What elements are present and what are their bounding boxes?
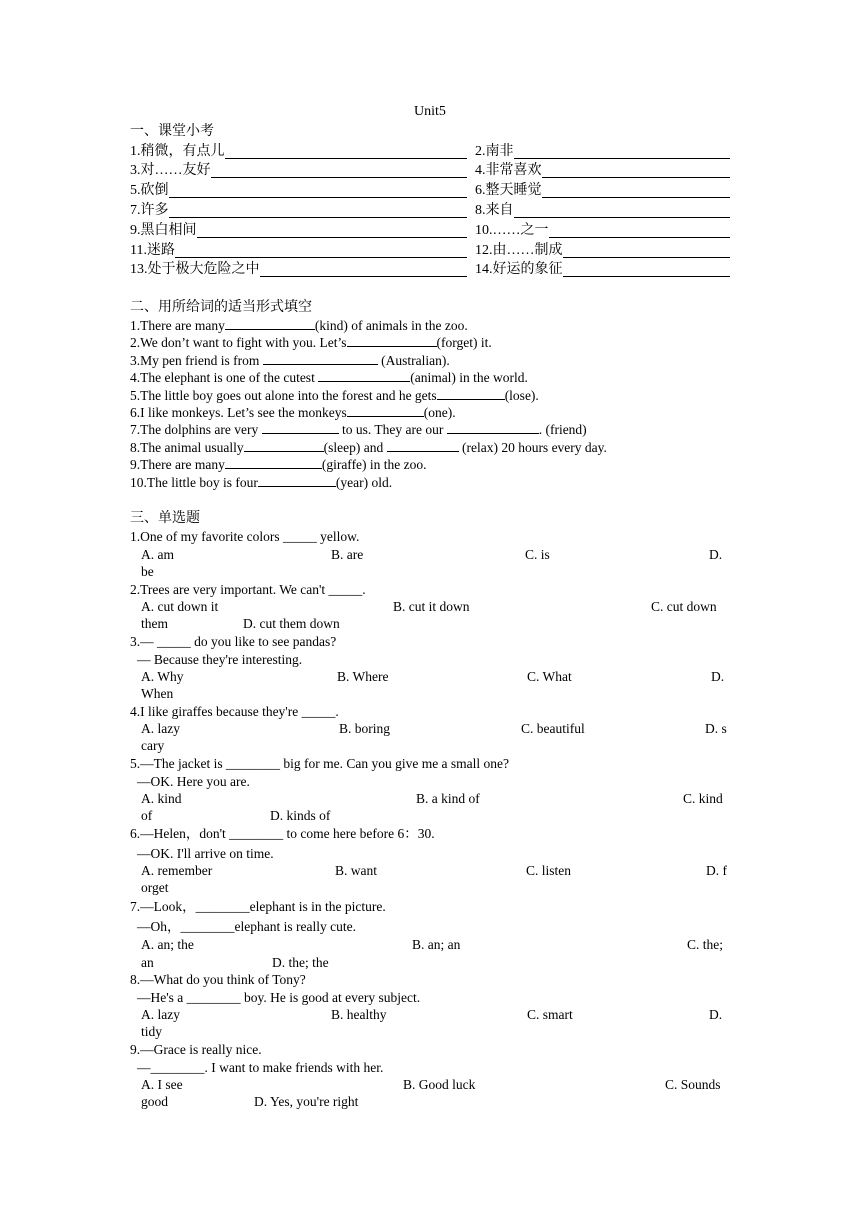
- line-text: (giraffe) in the zoo.: [321, 457, 427, 473]
- question-stem-2: —OK. I'll arrive on time.: [137, 846, 274, 861]
- vocab-label: 9.黑白相间: [130, 223, 197, 238]
- option-d: D. cut them down: [243, 616, 340, 631]
- option-c: C. What: [527, 669, 572, 684]
- option-c: C. the;: [687, 937, 723, 952]
- option-b: B. cut it down: [393, 599, 470, 614]
- answer-blank[interactable]: [244, 439, 324, 452]
- fill-in-line: [130, 474, 730, 491]
- vocab-item: [130, 202, 467, 219]
- line-text: (kind) of animals in the zoo.: [314, 318, 468, 333]
- vocab-label: 7.许多: [130, 203, 169, 218]
- answer-blank[interactable]: [258, 474, 336, 487]
- line-text: 8.The animal usually: [130, 439, 244, 455]
- fill-in-line: [130, 456, 730, 473]
- question-stem: 4.I like giraffes because they're _____.: [130, 704, 339, 719]
- question-stem-2: —________. I want to make friends with her.: [137, 1060, 384, 1075]
- option-c: C. is: [525, 547, 550, 562]
- answer-blank[interactable]: [225, 456, 322, 469]
- fill-in-line: [130, 439, 730, 456]
- question-stem: 1.One of my favorite colors _____ yellow.: [130, 529, 360, 544]
- option-b: B. Where: [337, 669, 389, 684]
- option-d: D. the; the: [272, 955, 329, 970]
- vocab-item: [130, 261, 467, 278]
- line-text: (animal) in the world.: [410, 370, 528, 386]
- option-b: B. want: [335, 863, 377, 878]
- part3-heading: 三、单选题: [130, 511, 200, 526]
- vocab-row: [130, 261, 730, 279]
- answer-blank[interactable]: [542, 197, 731, 198]
- vocab-item: [130, 242, 467, 259]
- answer-blank[interactable]: [437, 387, 505, 400]
- line-text: 9.There are many: [130, 457, 225, 473]
- question-stem: 6.—Helen，don't ________ to come here before 6：30.: [130, 826, 435, 841]
- line-text: (forget) it.: [436, 335, 492, 351]
- option-b: B. healthy: [331, 1007, 387, 1022]
- option-c-wrap: good: [141, 1094, 168, 1109]
- option-d-wrap: be: [141, 564, 154, 579]
- vocab-item: [475, 261, 730, 278]
- option-b: B. a kind of: [416, 791, 480, 806]
- line-text: 5.The little boy goes out alone into the forest and he gets: [130, 387, 437, 403]
- answer-blank[interactable]: [225, 158, 468, 159]
- line-text: (sleep) and: [323, 439, 387, 455]
- answer-blank[interactable]: [447, 421, 539, 434]
- page-title: Unit5: [414, 104, 446, 119]
- vocab-item: [475, 162, 730, 179]
- option-d-wrap: orget: [141, 880, 169, 895]
- line-text: 4.The elephant is one of the cutest: [130, 370, 319, 386]
- vocab-label: 8.来自: [475, 203, 514, 218]
- answer-blank[interactable]: [347, 334, 437, 347]
- answer-blank[interactable]: [549, 237, 731, 238]
- line-text: to us. They are our: [338, 422, 447, 438]
- line-text: . (friend): [538, 422, 587, 438]
- option-a: A. lazy: [141, 721, 180, 736]
- answer-blank[interactable]: [260, 276, 468, 277]
- question-stem: 5.—The jacket is ________ big for me. Can you give me a small one?: [130, 756, 510, 771]
- option-row: [141, 936, 730, 953]
- line-text: (one).: [423, 405, 456, 420]
- option-c-wrap: an: [141, 955, 154, 970]
- question-stem: 7.—Look，________elephant is in the picture.: [130, 899, 386, 914]
- vocab-item: [475, 182, 730, 199]
- question-stem: 2.Trees are very important. We can't _____.: [130, 582, 366, 597]
- part2-heading: 二、用所给词的适当形式填空: [130, 300, 312, 315]
- option-d: D. f: [706, 863, 727, 878]
- vocab-item: [130, 162, 467, 179]
- line-text: (lose).: [504, 387, 539, 403]
- option-row: [141, 1076, 730, 1093]
- option-b: B. an; an: [412, 937, 461, 952]
- option-d-wrap: cary: [141, 738, 165, 753]
- option-a: A. an; the: [141, 937, 194, 952]
- line-text: 6.I like monkeys. Let’s see the monkeys: [130, 405, 347, 420]
- vocab-label: 10.……之一: [475, 223, 549, 238]
- option-row: [141, 598, 730, 615]
- fill-in-line: [130, 404, 730, 421]
- answer-blank[interactable]: [197, 237, 468, 238]
- answer-blank[interactable]: [318, 369, 410, 382]
- vocab-row: [130, 242, 730, 260]
- option-a: A. cut down it: [141, 599, 219, 614]
- option-d: D.: [709, 1007, 723, 1022]
- vocab-label: 3.对……友好: [130, 163, 211, 178]
- vocab-row: [130, 162, 730, 180]
- option-d: D.: [711, 669, 725, 684]
- fill-in-line: [130, 369, 730, 386]
- option-a: A. remember: [141, 863, 213, 878]
- vocab-row: [130, 182, 730, 200]
- option-c-wrap: them: [141, 616, 168, 631]
- vocab-item: [475, 222, 730, 239]
- answer-blank[interactable]: [387, 439, 459, 452]
- option-a: A. lazy: [141, 1007, 180, 1022]
- line-text: 1.There are many: [130, 318, 225, 333]
- line-text: 10.The little boy is four: [130, 474, 258, 490]
- vocab-label: 11.迷路: [130, 243, 175, 258]
- answer-blank[interactable]: [225, 317, 315, 330]
- vocab-item: [475, 143, 730, 160]
- vocab-item: [130, 182, 467, 199]
- answer-blank[interactable]: [211, 177, 468, 178]
- line-text: 7.The dolphins are very: [130, 422, 262, 438]
- option-c: C. Sounds: [665, 1077, 721, 1092]
- vocab-label: 13.处于极大危险之中: [130, 262, 260, 277]
- option-c-wrap: of: [141, 808, 153, 823]
- question-stem-2: —He's a ________ boy. He is good at every subject.: [137, 990, 421, 1005]
- vocab-item: [130, 143, 467, 160]
- fill-in-line: [130, 352, 730, 369]
- answer-blank[interactable]: [169, 217, 468, 218]
- option-c: C. cut down: [651, 599, 717, 614]
- option-b: B. Good luck: [403, 1077, 476, 1092]
- option-b: B. are: [331, 547, 364, 562]
- question-stem: 9.—Grace is really nice.: [130, 1042, 262, 1057]
- option-d: D. kinds of: [270, 808, 331, 823]
- option-c: C. smart: [527, 1007, 573, 1022]
- part1-heading: 一、课堂小考: [130, 124, 214, 139]
- line-text: (year) old.: [335, 474, 393, 490]
- line-text: (Australian).: [377, 352, 450, 368]
- answer-blank[interactable]: [347, 404, 424, 417]
- fill-in-line: [130, 317, 730, 334]
- answer-blank[interactable]: [514, 158, 731, 159]
- option-c: C. listen: [526, 863, 572, 878]
- vocab-label: 12.由……制成: [475, 243, 563, 258]
- vocab-label: 5.砍倒: [130, 183, 169, 198]
- line-text: (relax) 20 hours every day.: [458, 439, 607, 455]
- vocab-label: 2.南非: [475, 144, 514, 159]
- line-text: 3.My pen friend is from: [130, 352, 263, 368]
- option-d: D.: [709, 547, 723, 562]
- option-a: A. am: [141, 547, 174, 562]
- question-stem-2: — Because they're interesting.: [137, 652, 303, 667]
- answer-blank[interactable]: [169, 197, 468, 198]
- question-stem-2: —OK. Here you are.: [137, 774, 250, 789]
- option-a: A. kind: [141, 791, 182, 806]
- fill-in-line: [130, 334, 730, 351]
- answer-blank[interactable]: [175, 257, 467, 258]
- answer-blank[interactable]: [263, 352, 378, 365]
- option-d: D. Yes, you're right: [254, 1094, 359, 1109]
- vocab-item: [475, 202, 730, 219]
- answer-blank[interactable]: [563, 257, 731, 258]
- option-d-wrap: tidy: [141, 1024, 163, 1039]
- option-row: [141, 862, 730, 879]
- answer-blank[interactable]: [514, 217, 731, 218]
- option-a: A. Why: [141, 669, 184, 684]
- vocab-label: 4.非常喜欢: [475, 163, 542, 178]
- question-stem-2: —Oh，________elephant is really cute.: [137, 919, 356, 934]
- line-text: 2.We don’t want to fight with you. Let’s: [130, 335, 347, 351]
- answer-blank[interactable]: [262, 421, 339, 434]
- vocab-label: 1.稍微，有点儿: [130, 144, 225, 159]
- option-d: D. s: [705, 721, 727, 736]
- answer-blank[interactable]: [542, 177, 731, 178]
- option-c: C. beautiful: [521, 721, 585, 736]
- fill-in-line: [130, 387, 730, 404]
- vocab-row: [130, 202, 730, 220]
- vocab-row: [130, 143, 730, 161]
- vocab-item: [475, 242, 730, 259]
- option-d-wrap: When: [141, 686, 174, 701]
- vocab-label: 14.好运的象征: [475, 262, 563, 277]
- option-row: [141, 546, 730, 563]
- vocab-row: [130, 222, 730, 240]
- question-stem: 3.— _____ do you like to see pandas?: [130, 634, 337, 649]
- answer-blank[interactable]: [563, 276, 731, 277]
- option-a: A. I see: [141, 1077, 183, 1092]
- option-row: [141, 720, 730, 737]
- option-row: [141, 668, 730, 685]
- option-row: [141, 1006, 730, 1023]
- fill-in-line: [130, 421, 730, 438]
- option-b: B. boring: [339, 721, 391, 736]
- option-c: C. kind: [683, 791, 723, 806]
- vocab-label: 6.整天睡觉: [475, 183, 542, 198]
- question-stem: 8.—What do you think of Tony?: [130, 972, 306, 987]
- option-row: [141, 790, 730, 807]
- vocab-item: [130, 222, 467, 239]
